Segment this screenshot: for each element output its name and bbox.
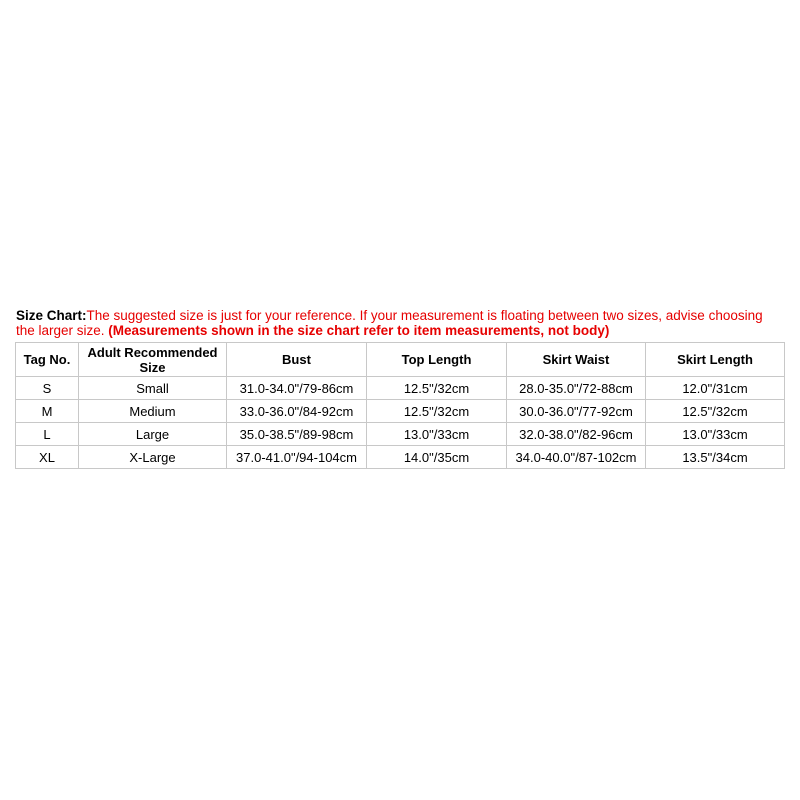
- column-header-skirt-waist: Skirt Waist: [507, 343, 646, 377]
- recommended-size-cell: Small: [79, 377, 227, 400]
- size-chart-label: Size Chart:: [16, 308, 87, 323]
- column-header-top-length: Top Length: [367, 343, 507, 377]
- skirt-waist-cell: 32.0-38.0"/82-96cm: [507, 423, 646, 446]
- skirt-waist-cell: 34.0-40.0"/87-102cm: [507, 446, 646, 469]
- size-chart: [15, 309, 784, 469]
- column-header-tag-no: Tag No.: [16, 343, 79, 377]
- table-row: [16, 446, 785, 469]
- top-length-cell: 12.5"/32cm: [367, 400, 507, 423]
- table-header-row: [16, 343, 785, 377]
- table-row: [16, 400, 785, 423]
- skirt-length-cell: 13.0"/33cm: [646, 423, 785, 446]
- skirt-length-cell: 13.5"/34cm: [646, 446, 785, 469]
- bust-cell: 37.0-41.0"/94-104cm: [227, 446, 367, 469]
- bust-cell: 31.0-34.0"/79-86cm: [227, 377, 367, 400]
- recommended-size-cell: Medium: [79, 400, 227, 423]
- bust-cell: 33.0-36.0"/84-92cm: [227, 400, 367, 423]
- skirt-waist-cell: 28.0-35.0"/72-88cm: [507, 377, 646, 400]
- recommended-size-cell: Large: [79, 423, 227, 446]
- tag-no-cell: XL: [16, 446, 79, 469]
- tag-no-cell: M: [16, 400, 79, 423]
- recommended-size-cell: X-Large: [79, 446, 227, 469]
- top-length-cell: 13.0"/33cm: [367, 423, 507, 446]
- column-header-bust: Bust: [227, 343, 367, 377]
- size-table: [15, 342, 785, 469]
- column-header-adult-recommended-size: Adult Recommended Size: [79, 343, 227, 377]
- size-chart-note: (Measurements shown in the size chart refer to item measurements, not body): [108, 322, 610, 338]
- size-chart-intro: [16, 309, 784, 338]
- top-length-cell: 12.5"/32cm: [367, 377, 507, 400]
- tag-no-cell: S: [16, 377, 79, 400]
- column-header-skirt-length: Skirt Length: [646, 343, 785, 377]
- bust-cell: 35.0-38.5"/89-98cm: [227, 423, 367, 446]
- skirt-length-cell: 12.5"/32cm: [646, 400, 785, 423]
- tag-no-cell: L: [16, 423, 79, 446]
- skirt-length-cell: 12.0"/31cm: [646, 377, 785, 400]
- top-length-cell: 14.0"/35cm: [367, 446, 507, 469]
- table-row: [16, 377, 785, 400]
- size-chart-intro-text: The suggested size is just for your reference. If your measurement is floating between two sizes, advise choosing the larger size.: [16, 308, 763, 338]
- skirt-waist-cell: 30.0-36.0"/77-92cm: [507, 400, 646, 423]
- table-row: [16, 423, 785, 446]
